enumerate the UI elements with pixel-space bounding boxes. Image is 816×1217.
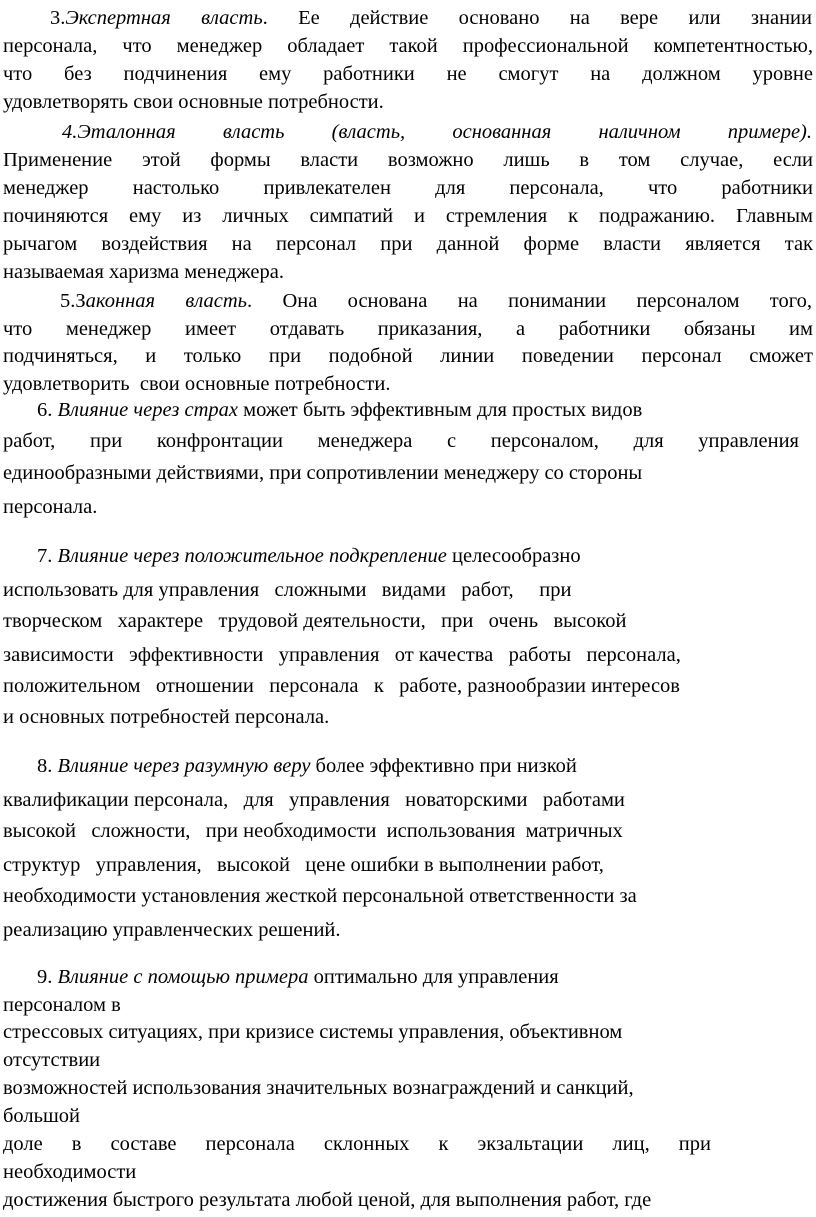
italic-term: 4.Эталонная власть (власть, основанная наличном примере). [62,121,812,143]
text-line [37,400,759,421]
text-line [3,707,383,728]
text-run: необходимости установления жесткой персональной ответственности за [3,885,637,907]
text-run: 5.З [60,290,86,312]
italic-term: Влияние с помощью примера [57,966,309,988]
italic-term: Экспертная власть [65,7,263,29]
text-line [3,431,799,452]
text-run: починяются ему из личных симпатий и стремления к подражанию. Главным [3,205,813,227]
text-run: что менеджер имеет отдавать приказания, а работники обязаны им [3,318,813,340]
text-run: использовать для управления сложными видами работ, при [3,579,572,601]
text-run: удовлетворить свои основные потребности. [3,373,391,395]
text-line [3,995,163,1016]
text-run: 6. [37,399,58,421]
text-line [3,374,471,395]
text-line [3,234,813,255]
text-line [3,1190,793,1211]
text-line [37,546,690,567]
text-line [3,886,769,907]
text-run: целесообразно [446,545,581,567]
text-run: что без подчинения ему работники не смогут на должном уровне [3,63,813,85]
text-run: стрессовых ситуациях, при кризисе системы управления, объективном [3,1021,623,1043]
text-run: 8. [37,755,58,777]
text-run: 9. [37,966,58,988]
text-line [3,346,813,367]
text-run: оптимально для управления [308,966,559,988]
text-line [37,967,699,988]
text-run: доле в составе персонала склонных к экзальтации лиц, при [3,1133,711,1155]
text-run: достижения быстрого результата любой ценой, для выполнения работ, где [3,1189,652,1211]
text-run: . Она основана на понимании персоналом того, [247,290,812,312]
text-line [3,1022,759,1043]
italic-term: Влияние через разумную веру [57,755,311,777]
text-line [3,790,741,811]
text-run: персонала. [3,496,98,518]
text-line [3,178,813,199]
italic-term: Влияние через страх [57,399,238,421]
text-run: . Ее действие основано на вере или знании [262,7,812,29]
text-run: квалификации персонала, для управления новаторскими работами [3,789,625,811]
text-run: 3. [50,7,66,29]
text-line [3,64,813,85]
text-line [60,291,812,312]
text-run: зависимости эффективности управления от качества работы персонала, [3,644,681,666]
text-run: 7. [37,545,58,567]
text-run: называемая харизма менеджера. [3,261,284,283]
text-run: работ, при конфронтации менеджера с персоналом, для управления [3,430,799,452]
text-line [3,611,751,632]
text-run: персонала, что менеджер обладает такой профессиональной компетентностью, [3,35,813,57]
text-run: единообразными действиями, при сопротивлении менеджеру со стороны [3,462,643,484]
italic-term: аконная власть [85,290,247,312]
text-line [3,1106,103,1127]
text-run: менеджер настолько привлекателен для персонала, что работники [3,177,813,199]
text-run: необходимости [3,1161,137,1183]
text-run: отсутствии [3,1049,101,1071]
text-line [3,855,731,876]
text-line [3,206,813,227]
text-line [3,463,761,484]
text-run: структур управления, высокой цене ошибки в выполнении работ, [3,854,604,876]
text-line [3,92,483,113]
text-run: высокой сложности, при необходимости использования матричных [3,820,623,842]
text-run: более эффективно при низкой [310,755,577,777]
text-run: персоналом в [3,994,121,1016]
text-line [3,1134,711,1155]
text-run: положительном отношении персонала к работе, разнообразии интересов [3,675,680,697]
text-run: рычагом воздействия на персонал при данной форме власти является так [3,233,813,255]
text-line [3,262,333,283]
text-run: и основных потребностей персонала. [3,706,330,728]
text-run: подчиняться, и только при подобной линии поведении персонал сможет [3,345,813,367]
text-run: реализацию управленческих решений. [3,919,341,941]
text-line [37,756,707,777]
text-line [50,8,812,29]
text-line [3,580,683,601]
text-line [3,920,403,941]
text-line [3,645,803,666]
text-line [3,1050,143,1071]
text-run: Применение этой формы власти возможно лишь в том случае, если [3,149,813,171]
text-run: большой [3,1105,80,1127]
text-line [3,36,813,57]
text-line [3,1162,163,1183]
text-line [3,821,743,842]
text-line [3,497,143,518]
text-run: творческом характере трудовой деятельности, при очень высокой [3,610,627,632]
italic-term: Влияние через положительное подкрепление [57,545,447,567]
text-run: может быть эффективным для простых видов [237,399,643,421]
text-line [62,122,812,143]
text-line [3,150,813,171]
text-line [3,1078,763,1099]
text-run: возможностей использования значительных вознаграждений и санкций, [3,1077,634,1099]
text-run: удовлетворять свои основные потребности. [3,91,384,113]
text-line [3,319,813,340]
text-line [3,676,810,697]
